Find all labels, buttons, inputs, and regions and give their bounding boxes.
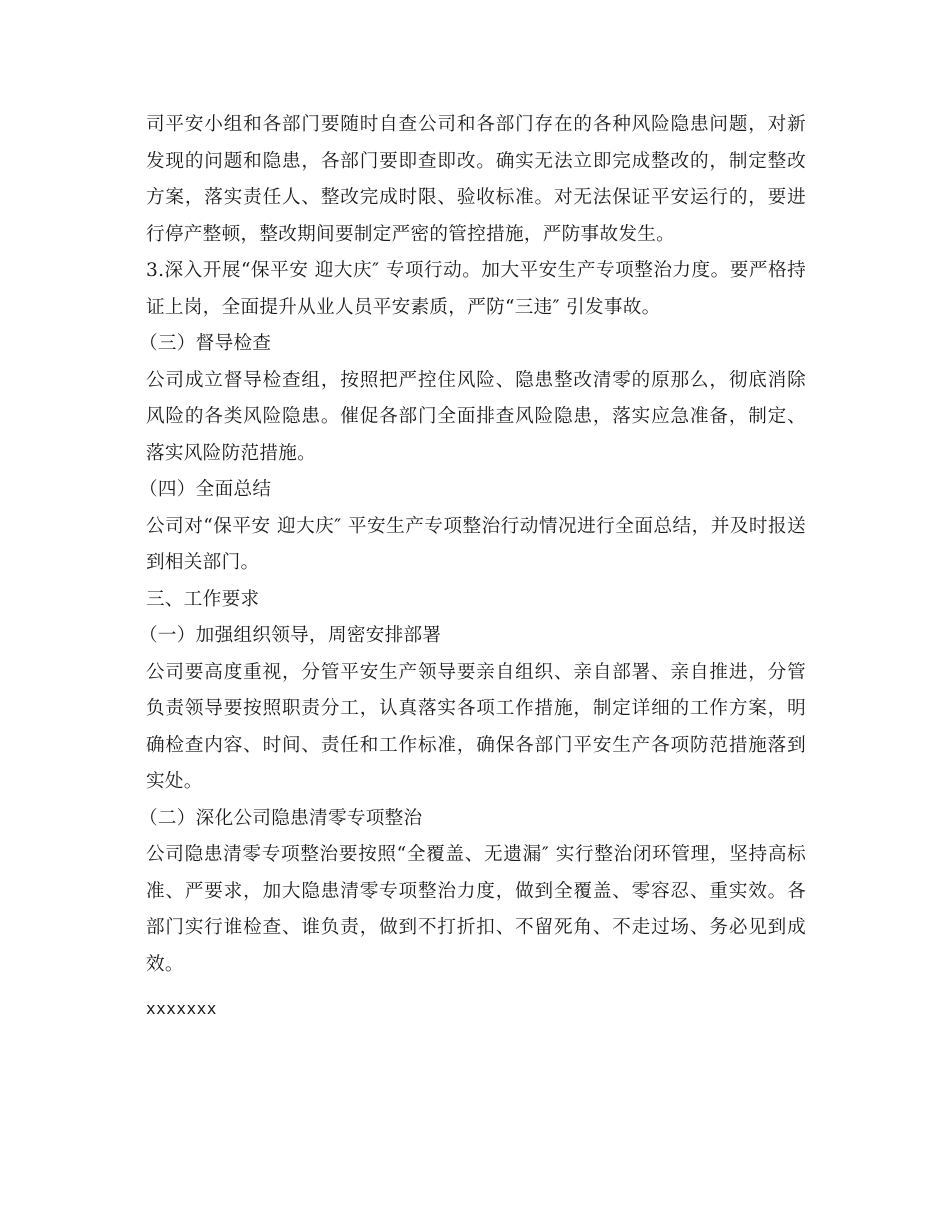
paragraph-special-action: 3.深入开展“保平安 迎大庆″ 专项行动。加大平安生产专项整治力度。要严格持证上岗，全面提升从业人员平安素质，严防“三违″ 引发事故。 — [146, 260, 806, 318]
paragraph-hazard-clearance: 公司隐患清零专项整治要按照“全覆盖、无遗漏″ 实行整治闭环管理，坚持高标准、严要求，加大隐患清零专项整治力度，做到全覆盖、零容忍、重实效。各部门实行谁检查、谁负责，做到不打折扣、不留死角、不走过场、务必见到成效。 — [146, 844, 806, 975]
subheading-leadership: （一）加强组织领导，周密安排部署 — [139, 625, 442, 646]
paragraph-leadership: 公司要高度重视，分管平安生产领导要亲自组织、亲自部署、亲自推进，分管负责领导要按照职责分工，认真落实各项工作措施，制定详细的工作方案，明确检查内容、时间、责任和工作标准，确保各部门平安生产各项防范措施落到实处。 — [146, 661, 806, 792]
paragraph-summary: 公司对“保平安 迎大庆″ 平安生产专项整治行动情况进行全面总结，并及时报送到相关部门。 — [146, 515, 806, 573]
section-heading-work-requirements: 三、工作要求 — [146, 588, 260, 610]
subheading-hazard-clearance: （二）深化公司隐患清零专项整治 — [139, 807, 423, 829]
paragraph-supervision: 公司成立督导检查组，按照把严控住风险、隐患整改清零的原那么，彻底消除风险的各类风险隐患。催促各部门全面排查风险隐患，落实应急准备，制定、落实风险防范措施。 — [146, 369, 806, 464]
paragraph-self-inspection: 司平安小组和各部门要随时自查公司和各部门存在的各种风险隐患问题，对新发现的问题和隐患，各部门要即查即改。确实无法立即完成整改的，制定整改方案，落实责任人、整改完成时限、验收标准。对无法保证平安运行的，要进行停产整顿，整改期间要制定严密的管控措施，严防事故发生。 — [146, 114, 806, 245]
subheading-supervision: （三）督导检查 — [139, 333, 272, 354]
subheading-summary: （四）全面总结 — [139, 479, 272, 500]
document-body — [139, 107, 806, 1028]
signature-placeholder: xxxxxxx — [146, 999, 217, 1018]
